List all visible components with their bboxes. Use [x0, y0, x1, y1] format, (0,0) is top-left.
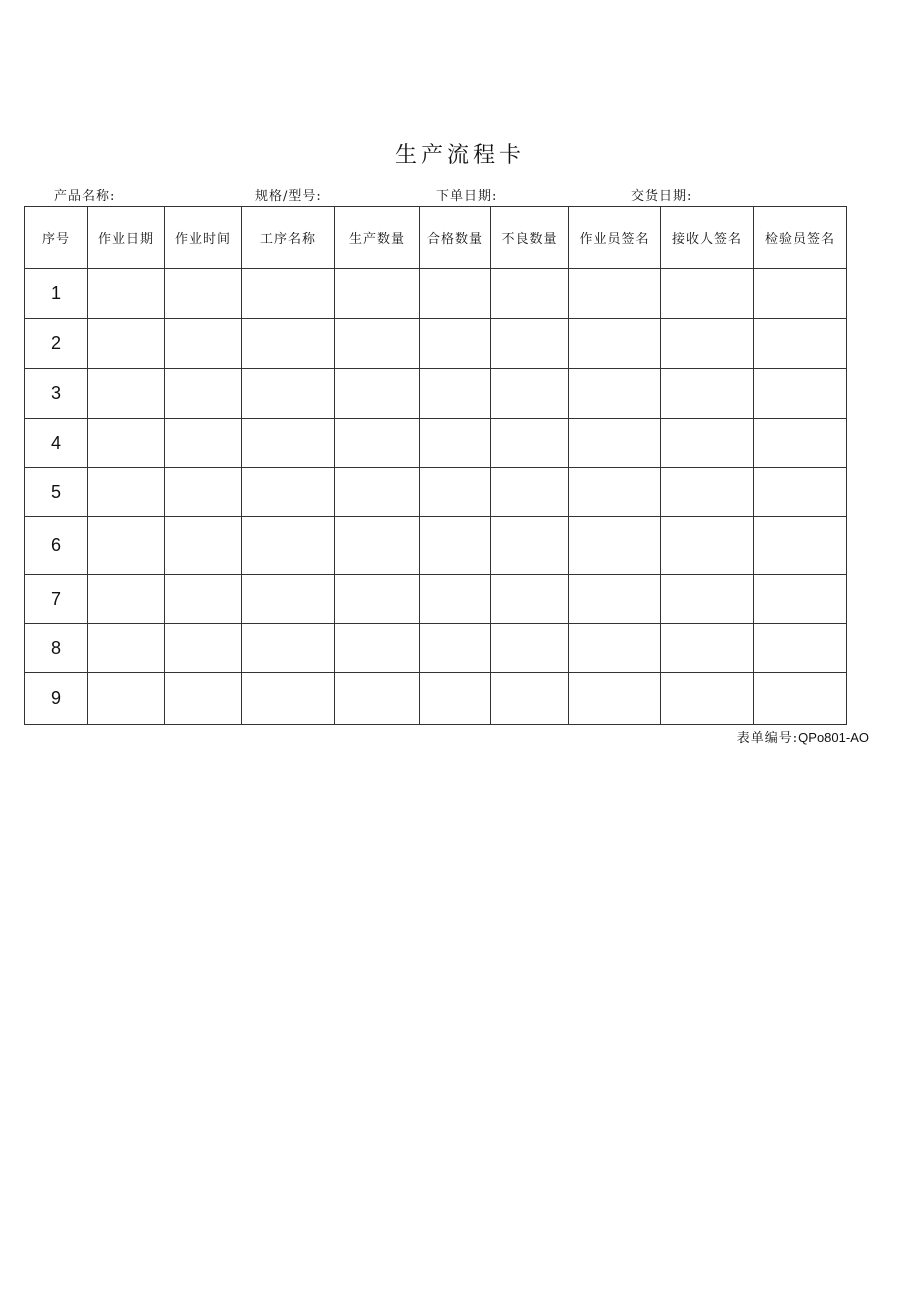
header-cell: 作业时间: [165, 207, 242, 269]
entry-cell[interactable]: [335, 575, 420, 624]
entry-cell[interactable]: [754, 673, 847, 725]
header-cell: 生产数量: [335, 207, 420, 269]
entry-cell[interactable]: [335, 673, 420, 725]
entry-cell[interactable]: [491, 575, 569, 624]
entry-cell[interactable]: [491, 369, 569, 419]
header-row: [25, 207, 847, 269]
entry-cell[interactable]: [165, 673, 242, 725]
entry-cell[interactable]: [491, 269, 569, 319]
page-title: 生产流程卡: [394, 143, 525, 168]
entry-cell[interactable]: [661, 419, 754, 468]
entry-cell[interactable]: [661, 673, 754, 725]
row-number: 3: [25, 369, 88, 419]
entry-cell[interactable]: [754, 419, 847, 468]
entry-cell[interactable]: [88, 673, 165, 725]
entry-cell[interactable]: [754, 575, 847, 624]
table-row: [25, 468, 847, 517]
entry-cell[interactable]: [420, 575, 491, 624]
row-number: 9: [25, 673, 88, 725]
entry-cell[interactable]: [754, 369, 847, 419]
entry-cell[interactable]: [335, 369, 420, 419]
entry-cell[interactable]: [165, 269, 242, 319]
production-flow-table: [24, 206, 847, 725]
entry-cell[interactable]: [491, 624, 569, 673]
header-cell: 接收人签名: [661, 207, 754, 269]
entry-cell[interactable]: [569, 517, 661, 575]
entry-cell[interactable]: [661, 319, 754, 369]
entry-cell[interactable]: [88, 369, 165, 419]
product-name-label: 产品名称:: [54, 189, 116, 204]
table-row: [25, 517, 847, 575]
header-cell: 合格数量: [420, 207, 491, 269]
table-row: [25, 319, 847, 369]
entry-cell[interactable]: [335, 419, 420, 468]
table-row: [25, 575, 847, 624]
entry-cell[interactable]: [165, 319, 242, 369]
entry-cell[interactable]: [88, 624, 165, 673]
form-code: [737, 727, 869, 746]
entry-cell[interactable]: [165, 369, 242, 419]
entry-cell[interactable]: [754, 468, 847, 517]
entry-cell[interactable]: [569, 319, 661, 369]
entry-cell[interactable]: [242, 419, 335, 468]
entry-cell[interactable]: [335, 319, 420, 369]
entry-cell[interactable]: [420, 369, 491, 419]
entry-cell[interactable]: [242, 269, 335, 319]
entry-cell[interactable]: [420, 624, 491, 673]
entry-cell[interactable]: [420, 319, 491, 369]
entry-cell[interactable]: [88, 269, 165, 319]
entry-cell[interactable]: [569, 369, 661, 419]
entry-cell[interactable]: [661, 269, 754, 319]
row-number: 8: [25, 624, 88, 673]
entry-cell[interactable]: [569, 624, 661, 673]
header-cell: 检验员签名: [754, 207, 847, 269]
header-cell: 不良数量: [491, 207, 569, 269]
entry-cell[interactable]: [420, 517, 491, 575]
table-row: [25, 673, 847, 725]
entry-cell[interactable]: [754, 624, 847, 673]
entry-cell[interactable]: [661, 624, 754, 673]
entry-cell[interactable]: [420, 468, 491, 517]
entry-cell[interactable]: [165, 468, 242, 517]
entry-cell[interactable]: [335, 269, 420, 319]
entry-cell[interactable]: [420, 419, 491, 468]
entry-cell[interactable]: [242, 319, 335, 369]
delivery-date-label: 交货日期:: [631, 189, 693, 204]
row-number: 5: [25, 468, 88, 517]
entry-cell[interactable]: [661, 369, 754, 419]
entry-cell[interactable]: [88, 468, 165, 517]
entry-cell[interactable]: [88, 517, 165, 575]
entry-cell[interactable]: [754, 269, 847, 319]
row-number: 7: [25, 575, 88, 624]
entry-cell[interactable]: [165, 517, 242, 575]
header-cell: 作业日期: [88, 207, 165, 269]
entry-cell[interactable]: [569, 269, 661, 319]
entry-cell[interactable]: [335, 517, 420, 575]
entry-cell[interactable]: [242, 517, 335, 575]
entry-cell[interactable]: [569, 468, 661, 517]
entry-cell[interactable]: [242, 369, 335, 419]
header-cell: 序号: [25, 207, 88, 269]
entry-cell[interactable]: [661, 575, 754, 624]
row-number: 2: [25, 319, 88, 369]
entry-cell[interactable]: [569, 673, 661, 725]
entry-cell[interactable]: [420, 269, 491, 319]
entry-cell[interactable]: [754, 319, 847, 369]
spec-model-label: 规格/型号:: [255, 189, 322, 204]
entry-cell[interactable]: [754, 517, 847, 575]
entry-cell[interactable]: [242, 468, 335, 517]
entry-cell[interactable]: [569, 419, 661, 468]
entry-cell[interactable]: [491, 419, 569, 468]
entry-cell[interactable]: [335, 624, 420, 673]
table-row: [25, 269, 847, 319]
entry-cell[interactable]: [242, 624, 335, 673]
entry-cell[interactable]: [165, 575, 242, 624]
header-cell: 工序名称: [242, 207, 335, 269]
entry-cell[interactable]: [88, 319, 165, 369]
entry-cell[interactable]: [88, 419, 165, 468]
entry-cell[interactable]: [242, 575, 335, 624]
row-number: 1: [25, 269, 88, 319]
entry-cell[interactable]: [88, 575, 165, 624]
entry-cell[interactable]: [165, 419, 242, 468]
order-date-label: 下单日期:: [436, 189, 498, 204]
header-cell: 作业员签名: [569, 207, 661, 269]
entry-cell[interactable]: [661, 517, 754, 575]
row-number: 4: [25, 419, 88, 468]
entry-cell[interactable]: [491, 319, 569, 369]
entry-cell[interactable]: [569, 575, 661, 624]
row-number: 6: [25, 517, 88, 575]
table-row: [25, 624, 847, 673]
form-code-value: QPo801-AO: [798, 730, 869, 745]
entry-cell[interactable]: [491, 673, 569, 725]
entry-cell[interactable]: [491, 517, 569, 575]
entry-cell[interactable]: [335, 468, 420, 517]
table-row: [25, 369, 847, 419]
entry-cell[interactable]: [165, 624, 242, 673]
entry-cell[interactable]: [661, 468, 754, 517]
entry-cell[interactable]: [491, 468, 569, 517]
entry-cell[interactable]: [420, 673, 491, 725]
table-row: [25, 419, 847, 468]
form-code-label: 表单编号:: [736, 731, 799, 746]
entry-cell[interactable]: [242, 673, 335, 725]
